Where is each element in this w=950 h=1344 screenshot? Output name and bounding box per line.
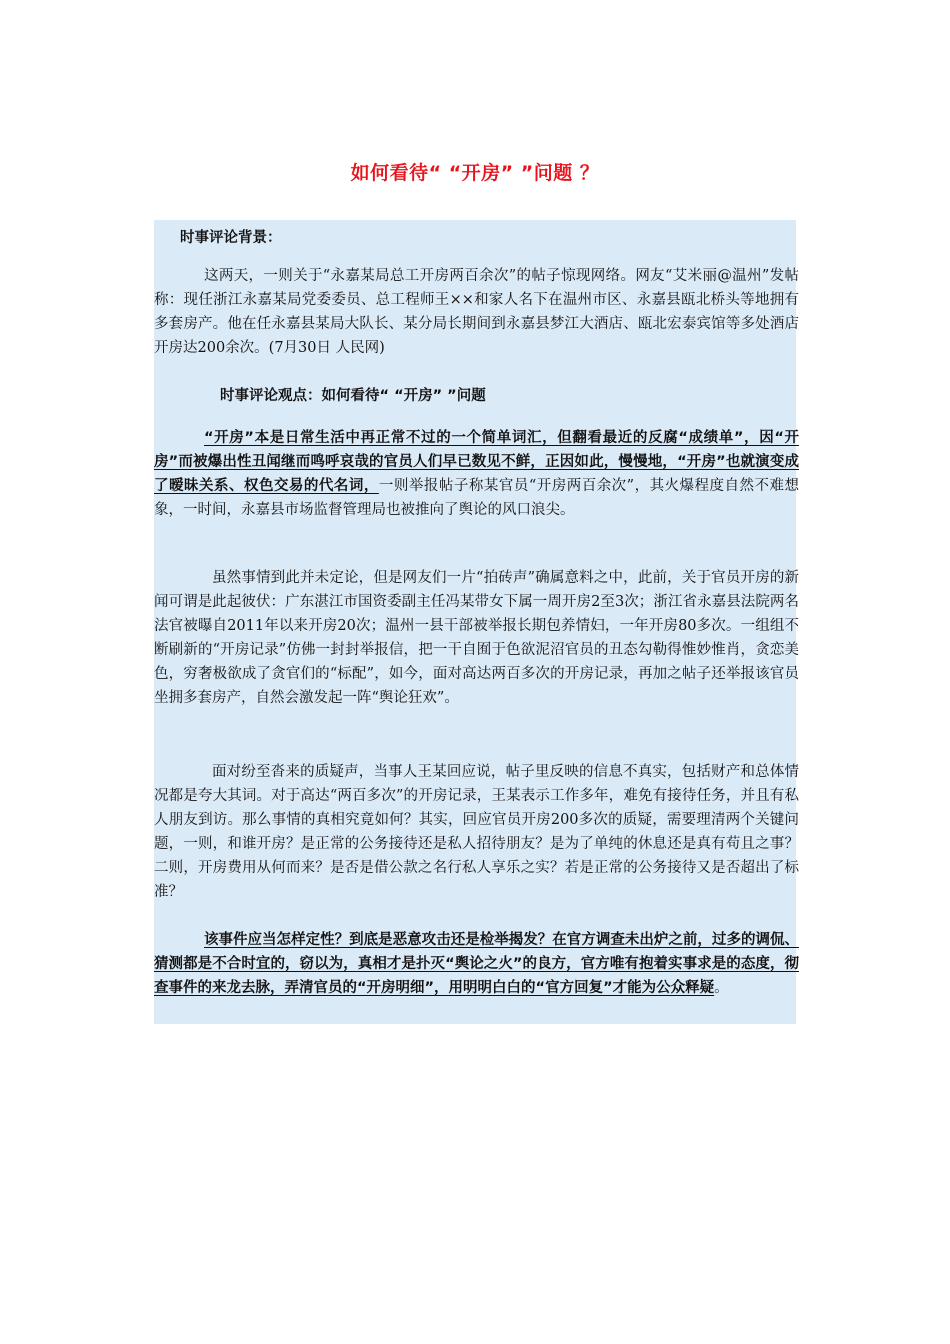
paragraph-1 <box>154 426 799 522</box>
paragraph-3: 面对纷至沓来的质疑声，当事人王某回应说，帖子里反映的信息不真实，包括财产和总体情况都是夸大其词。对于高达“两百多次”的开房记录，王某表示工作多年，难免有接待任务，并且有私人朋友到访。那么事情的真相究竟如何？其实，回应官员开房200多次的质疑，需要理清两个关键问题，一则，和谁开房？是正常的公务接待还是私人招待朋友？是为了单纯的休息还是真有苟且之事？二则，开房费用从何而来？是否是借公款之名行私人享乐之实？若是正常的公务接待又是否超出了标准？ <box>154 764 799 900</box>
paragraph-4-emphasis: 该事件应当怎样定性？到底是恶意攻击还是检举揭发？在官方调查未出炉之前，过多的调侃、猜测都是不合时宜的，窃以为，真相才是扑灭“舆论之火”的良方，官方唯有抱着实事求是的态度，彻查事件的来龙去脉，弄清官员的“开房明细”，用明明白白的“官方回复”才能为公众释疑 <box>154 932 799 996</box>
background-paragraph: 这两天，一则关于“永嘉某局总工开房两百余次”的帖子惊现网络。网友“艾米丽@温州”发帖称：现任浙江永嘉某局党委委员、总工程师王××和家人名下在温州市区、永嘉县瓯北桥头等地拥有多套房产。他在任永嘉县某局大队长、某分局长期间到永嘉县梦江大酒店、瓯北宏泰宾馆等多处酒店开房达200余次。(7月30日 人民网) <box>154 268 799 356</box>
paragraph-1-emphasis: “开房”本是日常生活中再正常不过的一个简单词汇，但翻看最近的反腐“成绩单”，因“开房”而被爆出性丑闻继而鸣呼哀哉的官员人们早已数见不鲜，正因如此，慢慢地，“开房”也就演变成了暧昧关系、权色交易的代名词， <box>154 430 799 494</box>
article-title: 如何看待“ “开房” ”问题 ？ <box>350 162 600 184</box>
paragraph-4-end: 。 <box>714 980 729 996</box>
paragraph-4 <box>154 928 799 1000</box>
background-label: 时事评论背景： <box>180 230 282 246</box>
paragraph-1-text: 一则举报帖子称某官员“开房两百余次”，其火爆程度自然不难想象，一时间，永嘉县市场监督管理局也被推向了舆论的风口浪尖。 <box>154 478 800 518</box>
viewpoint-label: 时事评论观点：如何看待“ “开房” ”问题 <box>220 388 486 404</box>
paragraph-2: 虽然事情到此并未定论，但是网友们一片“拍砖声”确属意料之中，此前，关于官员开房的新闻可谓是此起彼伏：广东湛江市国资委副主任冯某带女下属一周开房2至3次；浙江省永嘉县法院两名法官被曝自2011年以来开房20次；温州一县干部被举报长期包养情妇，一年开房80多次。一组组不断刷新的“开房记录”仿佛一封封举报信，把一干自囿于色欲泥沼官员的丑态勾勒得惟妙惟肖，贪恋美色，穷奢极欲成了贪官们的“标配”，如今，面对高达两百多次的开房记录，再加之帖子还举报该官员坐拥多套房产，自然会激发起一阵“舆论狂欢”。 <box>154 570 799 706</box>
